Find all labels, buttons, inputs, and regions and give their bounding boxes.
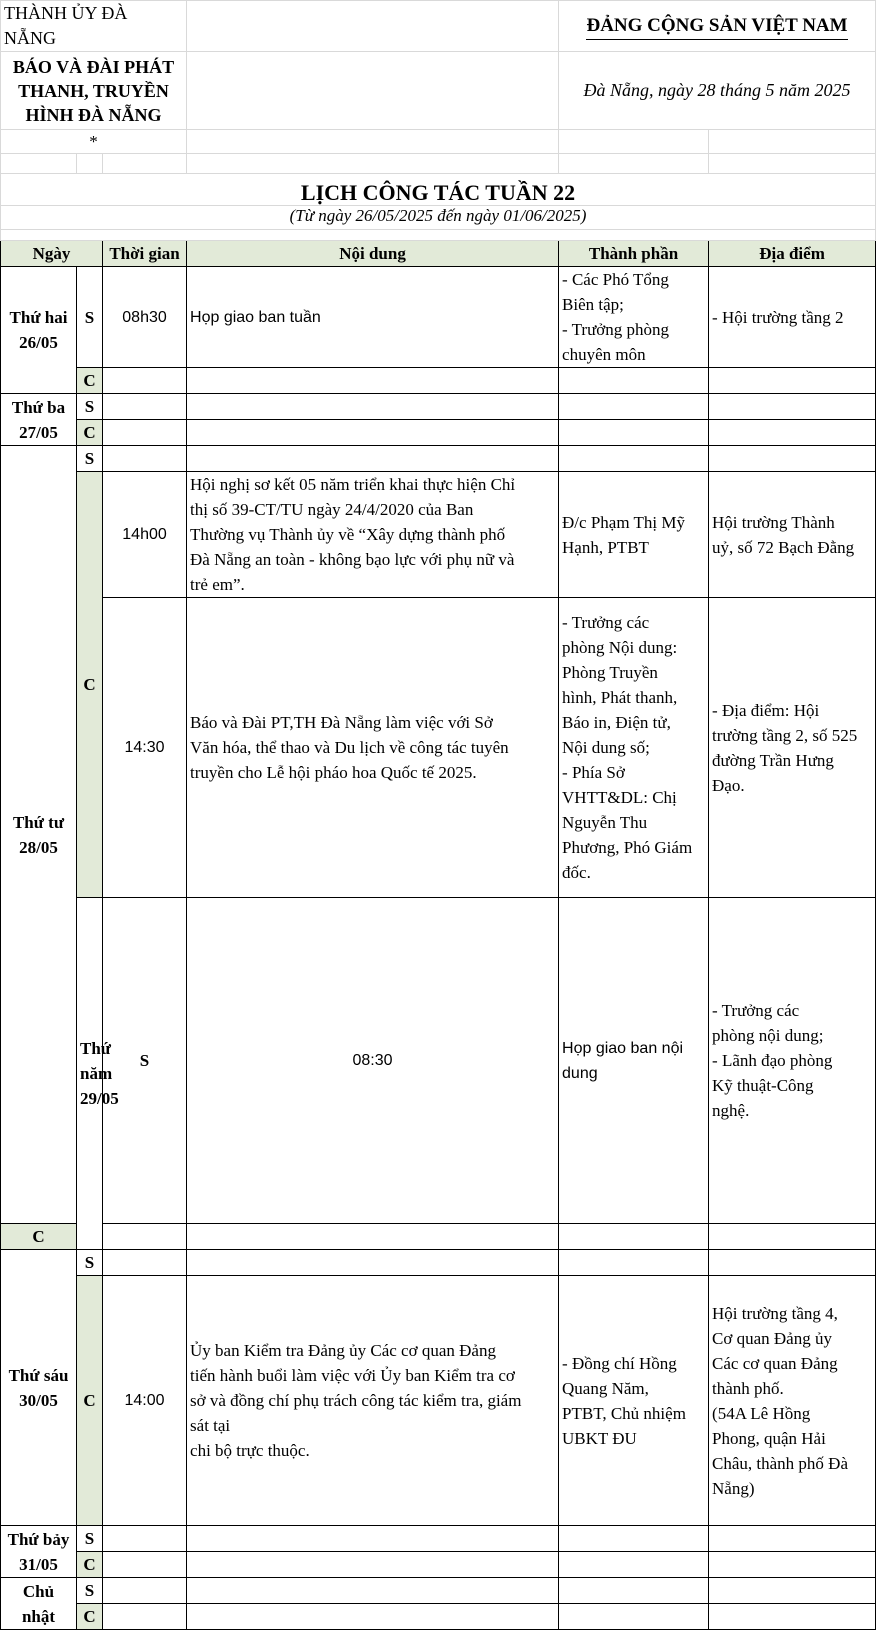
event-participants: - Đồng chí Hồng Quang Năm, PTBT, Chủ nhiệm UBKT ĐU [559,1276,709,1526]
event-time: 08:30 [187,898,559,1224]
org-top-text: THÀNH ỦY ĐÀ NẴNG [4,3,128,48]
table-row [1,394,876,420]
table-row [1,1250,876,1276]
day-thursday: Thứ năm 29/05 [77,898,103,1250]
event-time: 14h00 [103,472,187,598]
session-c: C [77,368,103,394]
session-c: C [1,1224,77,1250]
event-participants: - Các Phó Tổng Biên tập; - Trưởng phòng chuyên môn [559,267,709,368]
col-location: Địa điểm [709,241,876,267]
day-wednesday: Thứ tư 28/05 [1,446,77,1224]
event-time: 14:00 [103,1276,187,1526]
event-content: Họp giao ban nội dung [559,898,709,1224]
schedule-subtitle: (Từ ngày 26/05/2025 đến ngày 01/06/2025) [1,206,876,230]
table-row [1,472,876,598]
session-c: C [77,1604,103,1630]
table-row [1,420,876,446]
event-time: 14:30 [103,598,187,898]
day-sunday: Chủ nhật [1,1578,77,1630]
table-row [1,1604,876,1630]
event-content: Họp giao ban tuần [187,267,559,368]
event-content: Ủy ban Kiểm tra Đảng ủy Các cơ quan Đảng tiến hành buổi làm việc với Ủy ban Kiểm tra cơ sở và đồng chí phụ trách công tác kiểm tra, giám sát tại chi bộ trực thuộc. [187,1276,559,1526]
party-text: ĐẢNG CỘNG SẢN VIỆT NAM [586,13,847,40]
event-location: - Hội trường tầng 2 [709,267,876,368]
table-row [1,1552,876,1578]
session-c: C [77,472,103,898]
table-row [1,1224,876,1250]
session-s: S [103,898,187,1224]
col-content: Nội dung [187,241,559,267]
event-participants: Đ/c Phạm Thị Mỹ Hạnh, PTBT [559,472,709,598]
event-location: - Địa điểm: Hội trường tầng 2, số 525 đường Trần Hưng Đạo. [709,598,876,898]
day-monday: Thứ hai 26/05 [1,267,77,394]
schedule-title: LỊCH CÔNG TÁC TUẦN 22 [1,174,876,206]
table-row [1,898,876,1224]
org-name-line3: HÌNH ĐÀ NẴNG [25,104,162,125]
col-time: Thời gian [103,241,187,267]
event-content: Báo và Đài PT,TH Đà Nẵng làm việc với Sở Văn hóa, thể thao và Du lịch về công tác tuyên truyền cho Lễ hội pháo hoa Quốc tế 2025. [187,598,559,898]
session-c: C [77,1552,103,1578]
session-s: S [77,1578,103,1604]
party-heading [559,1,876,52]
event-time: 08h30 [103,267,187,368]
session-s: S [77,394,103,420]
table-row [1,446,876,472]
col-day: Ngày [1,241,103,267]
star-mark: * [1,130,187,154]
table-row [1,1526,876,1552]
org-name [1,52,187,130]
table-row [1,368,876,394]
session-s: S [77,1250,103,1276]
table-row [1,598,876,898]
session-s: S [77,1526,103,1552]
event-participants: - Trưởng các phòng Nội dung: Phòng Truyền hình, Phát thanh, Báo in, Điện tử, Nội dung số; - Phía Sở VHTT&DL: Chị Nguyễn Thu Phương, Phó Giám đốc. [559,598,709,898]
org-name-line1: BÁO VÀ ĐÀI PHÁT [12,56,175,77]
session-s: S [77,267,103,368]
day-tuesday: Thứ ba 27/05 [1,394,77,446]
session-s: S [77,446,103,472]
event-location: Hội trường tầng 4, Cơ quan Đảng ủy Các cơ quan Đảng thành phố. (54A Lê Hồng Phong, quận Hải Châu, thành phố Đà Nẵng) [709,1276,876,1526]
event-content: Hội nghị sơ kết 05 năm triển khai thực hiện Chỉ thị số 39-CT/TU ngày 24/4/2020 của Ban Thường vụ Thành ủy về “Xây dựng thành phố Đà Nẵng an toàn - không bạo lực với phụ nữ và trẻ em”. [187,472,559,598]
session-c: C [77,420,103,446]
col-participants: Thành phần [559,241,709,267]
org-top [1,1,187,52]
date-line: Đà Nẵng, ngày 28 tháng 5 năm 2025 [559,52,876,130]
table-row [1,267,876,368]
table-row [1,1578,876,1604]
day-friday: Thứ sáu 30/05 [1,1250,77,1526]
table-row [1,1276,876,1526]
session-c: C [77,1276,103,1526]
org-name-line2: THANH, TRUYỀN [18,80,169,101]
column-header-row [1,241,876,267]
day-saturday: Thứ bảy 31/05 [1,1526,77,1578]
event-location: Hội trường Thành uỷ, số 72 Bạch Đằng [709,472,876,598]
event-participants: - Trưởng các phòng nội dung; - Lãnh đạo phòng Kỹ thuật-Công nghệ. [709,898,876,1224]
